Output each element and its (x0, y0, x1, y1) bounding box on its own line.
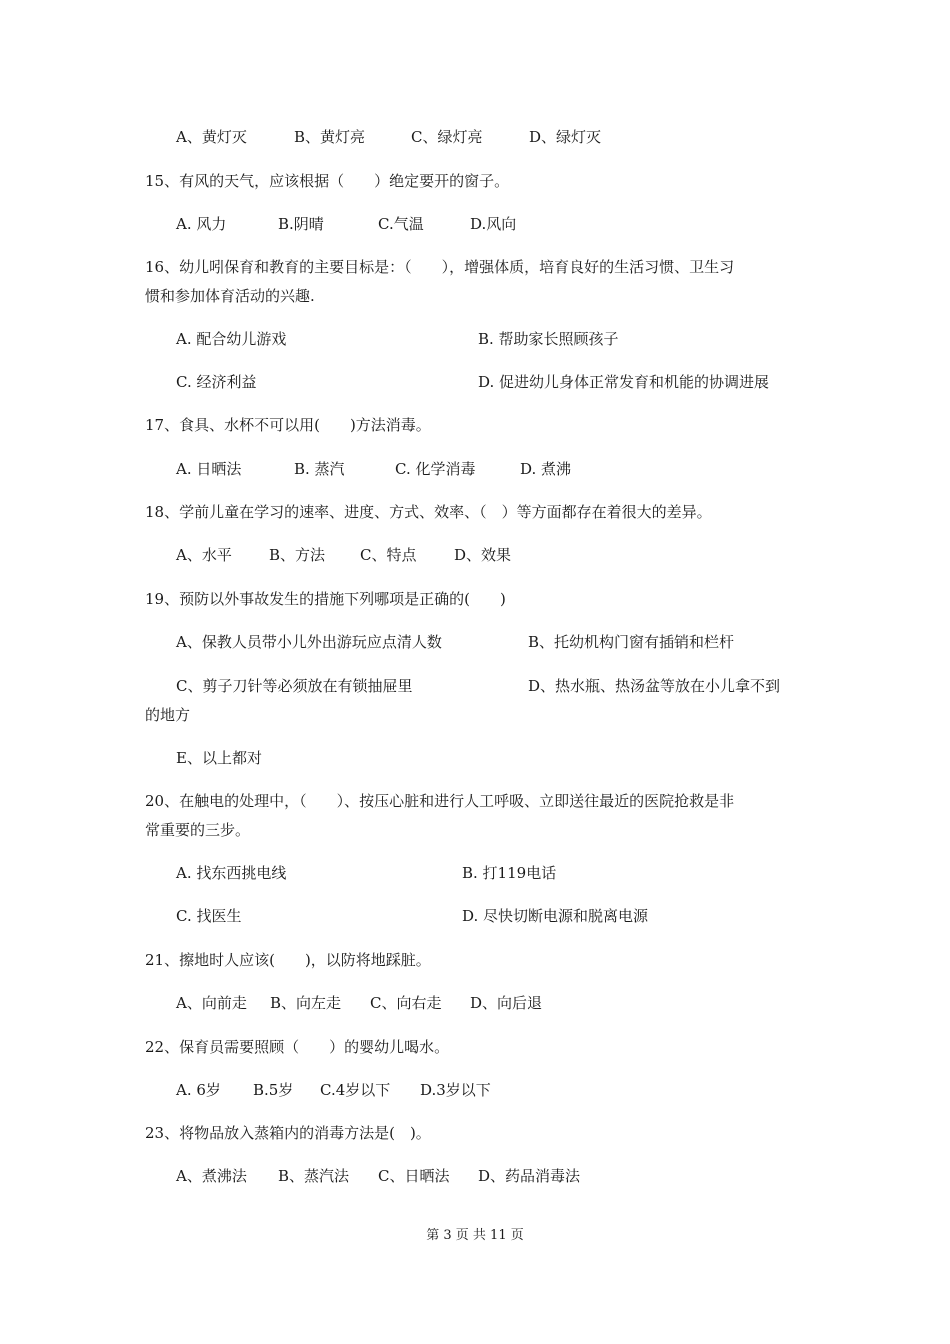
q17-stem: 17、食具、水杯不可以用( )方法消毒。 (145, 416, 431, 434)
q19-option-d: D、热水瓶、热汤盆等放在小儿拿不到 (528, 677, 781, 695)
q19-option-a: A、保教人员带小儿外出游玩应点清人数 (176, 633, 442, 651)
q21-option-c: C、向右走 (370, 994, 442, 1012)
q21-option-b: B、向左走 (270, 994, 342, 1012)
q16-option-b: B. 帮助家长照顾孩子 (478, 330, 619, 348)
q22-option-a: A. 6岁 (176, 1081, 221, 1099)
q19-option-c: C、剪子刀针等必须放在有锁抽屉里 (176, 677, 413, 695)
q20-stem-line1: 20、在触电的处理中，（ ）、按压心脏和进行人工呼吸、立即送往最近的医院抢救是非 (145, 792, 735, 810)
q22-option-b: B.5岁 (253, 1081, 294, 1099)
page-number-footer: 第 3 页 共 11 页 (426, 1228, 524, 1243)
q22-option-d: D.3岁以下 (420, 1081, 491, 1099)
q18-option-c: C、特点 (360, 546, 417, 564)
q16-stem-line1: 16、幼儿吲保育和教育的主要目标是：（ ），增强体质，培育良好的生活习惯、卫生习 (145, 258, 735, 276)
q16-option-c: C. 经济利益 (176, 373, 257, 391)
q14-option-d: D、绿灯灭 (529, 128, 602, 146)
q22-option-c: C.4岁以下 (320, 1081, 391, 1099)
q17-option-d: D. 煮沸 (520, 460, 572, 478)
q15-option-a: A. 风力 (176, 215, 227, 233)
q22-stem: 22、保育员需要照顾（ ）的婴幼儿喝水。 (145, 1038, 450, 1056)
q15-option-b: B.阴晴 (278, 215, 324, 233)
q14-option-b: B、黄灯亮 (294, 128, 366, 146)
q18-option-d: D、效果 (454, 546, 512, 564)
q23-option-a: A、煮沸法 (176, 1167, 247, 1185)
q20-option-c: C. 找医生 (176, 907, 242, 925)
q20-option-b: B. 打119电话 (462, 864, 557, 882)
q23-option-d: D、药品消毒法 (478, 1167, 581, 1185)
q21-option-a: A、向前走 (176, 994, 247, 1012)
q17-option-b: B. 蒸汽 (294, 460, 345, 478)
q14-option-c: C、绿灯亮 (411, 128, 483, 146)
q19-option-d-continued: 的地方 (145, 706, 191, 724)
q18-option-b: B、方法 (269, 546, 326, 564)
q18-stem: 18、学前儿童在学习的速率、进度、方式、效率、（ ）等方面都存在着很大的差异。 (145, 503, 712, 521)
q20-option-a: A. 找东西挑电线 (176, 864, 287, 882)
q19-stem: 19、预防以外事故发生的措施下列哪项是正确的( ) (145, 590, 506, 608)
q20-stem-line2: 常重要的三步。 (145, 821, 251, 839)
q23-option-b: B、蒸汽法 (278, 1167, 350, 1185)
q14-option-a: A、黄灯灭 (176, 128, 247, 146)
q16-stem-line2: 惯和参加体育活动的兴趣. (145, 287, 315, 305)
q23-stem: 23、将物品放入蒸箱内的消毒方法是( )。 (145, 1124, 431, 1142)
q18-option-a: A、水平 (176, 546, 232, 564)
q21-stem: 21、擦地时人应该( )，以防将地踩脏。 (145, 951, 431, 969)
q16-option-a: A. 配合幼儿游戏 (176, 330, 287, 348)
q23-option-c: C、日晒法 (378, 1167, 450, 1185)
q17-option-c: C. 化学消毒 (395, 460, 476, 478)
q15-option-d: D.风向 (470, 215, 517, 233)
q15-stem: 15、有风的天气，应该根据（ ）绝定要开的窗子。 (145, 172, 510, 190)
q19-option-b: B、托幼机构门窗有插销和栏杆 (528, 633, 735, 651)
q21-option-d: D、向后退 (470, 994, 543, 1012)
q20-option-d: D. 尽快切断电源和脱离电源 (462, 907, 649, 925)
q19-option-e: E、以上都对 (176, 749, 262, 767)
q16-option-d: D. 促进幼儿身体正常发育和机能的协调进展 (478, 373, 770, 391)
q17-option-a: A. 日晒法 (176, 460, 242, 478)
q15-option-c: C.气温 (378, 215, 424, 233)
